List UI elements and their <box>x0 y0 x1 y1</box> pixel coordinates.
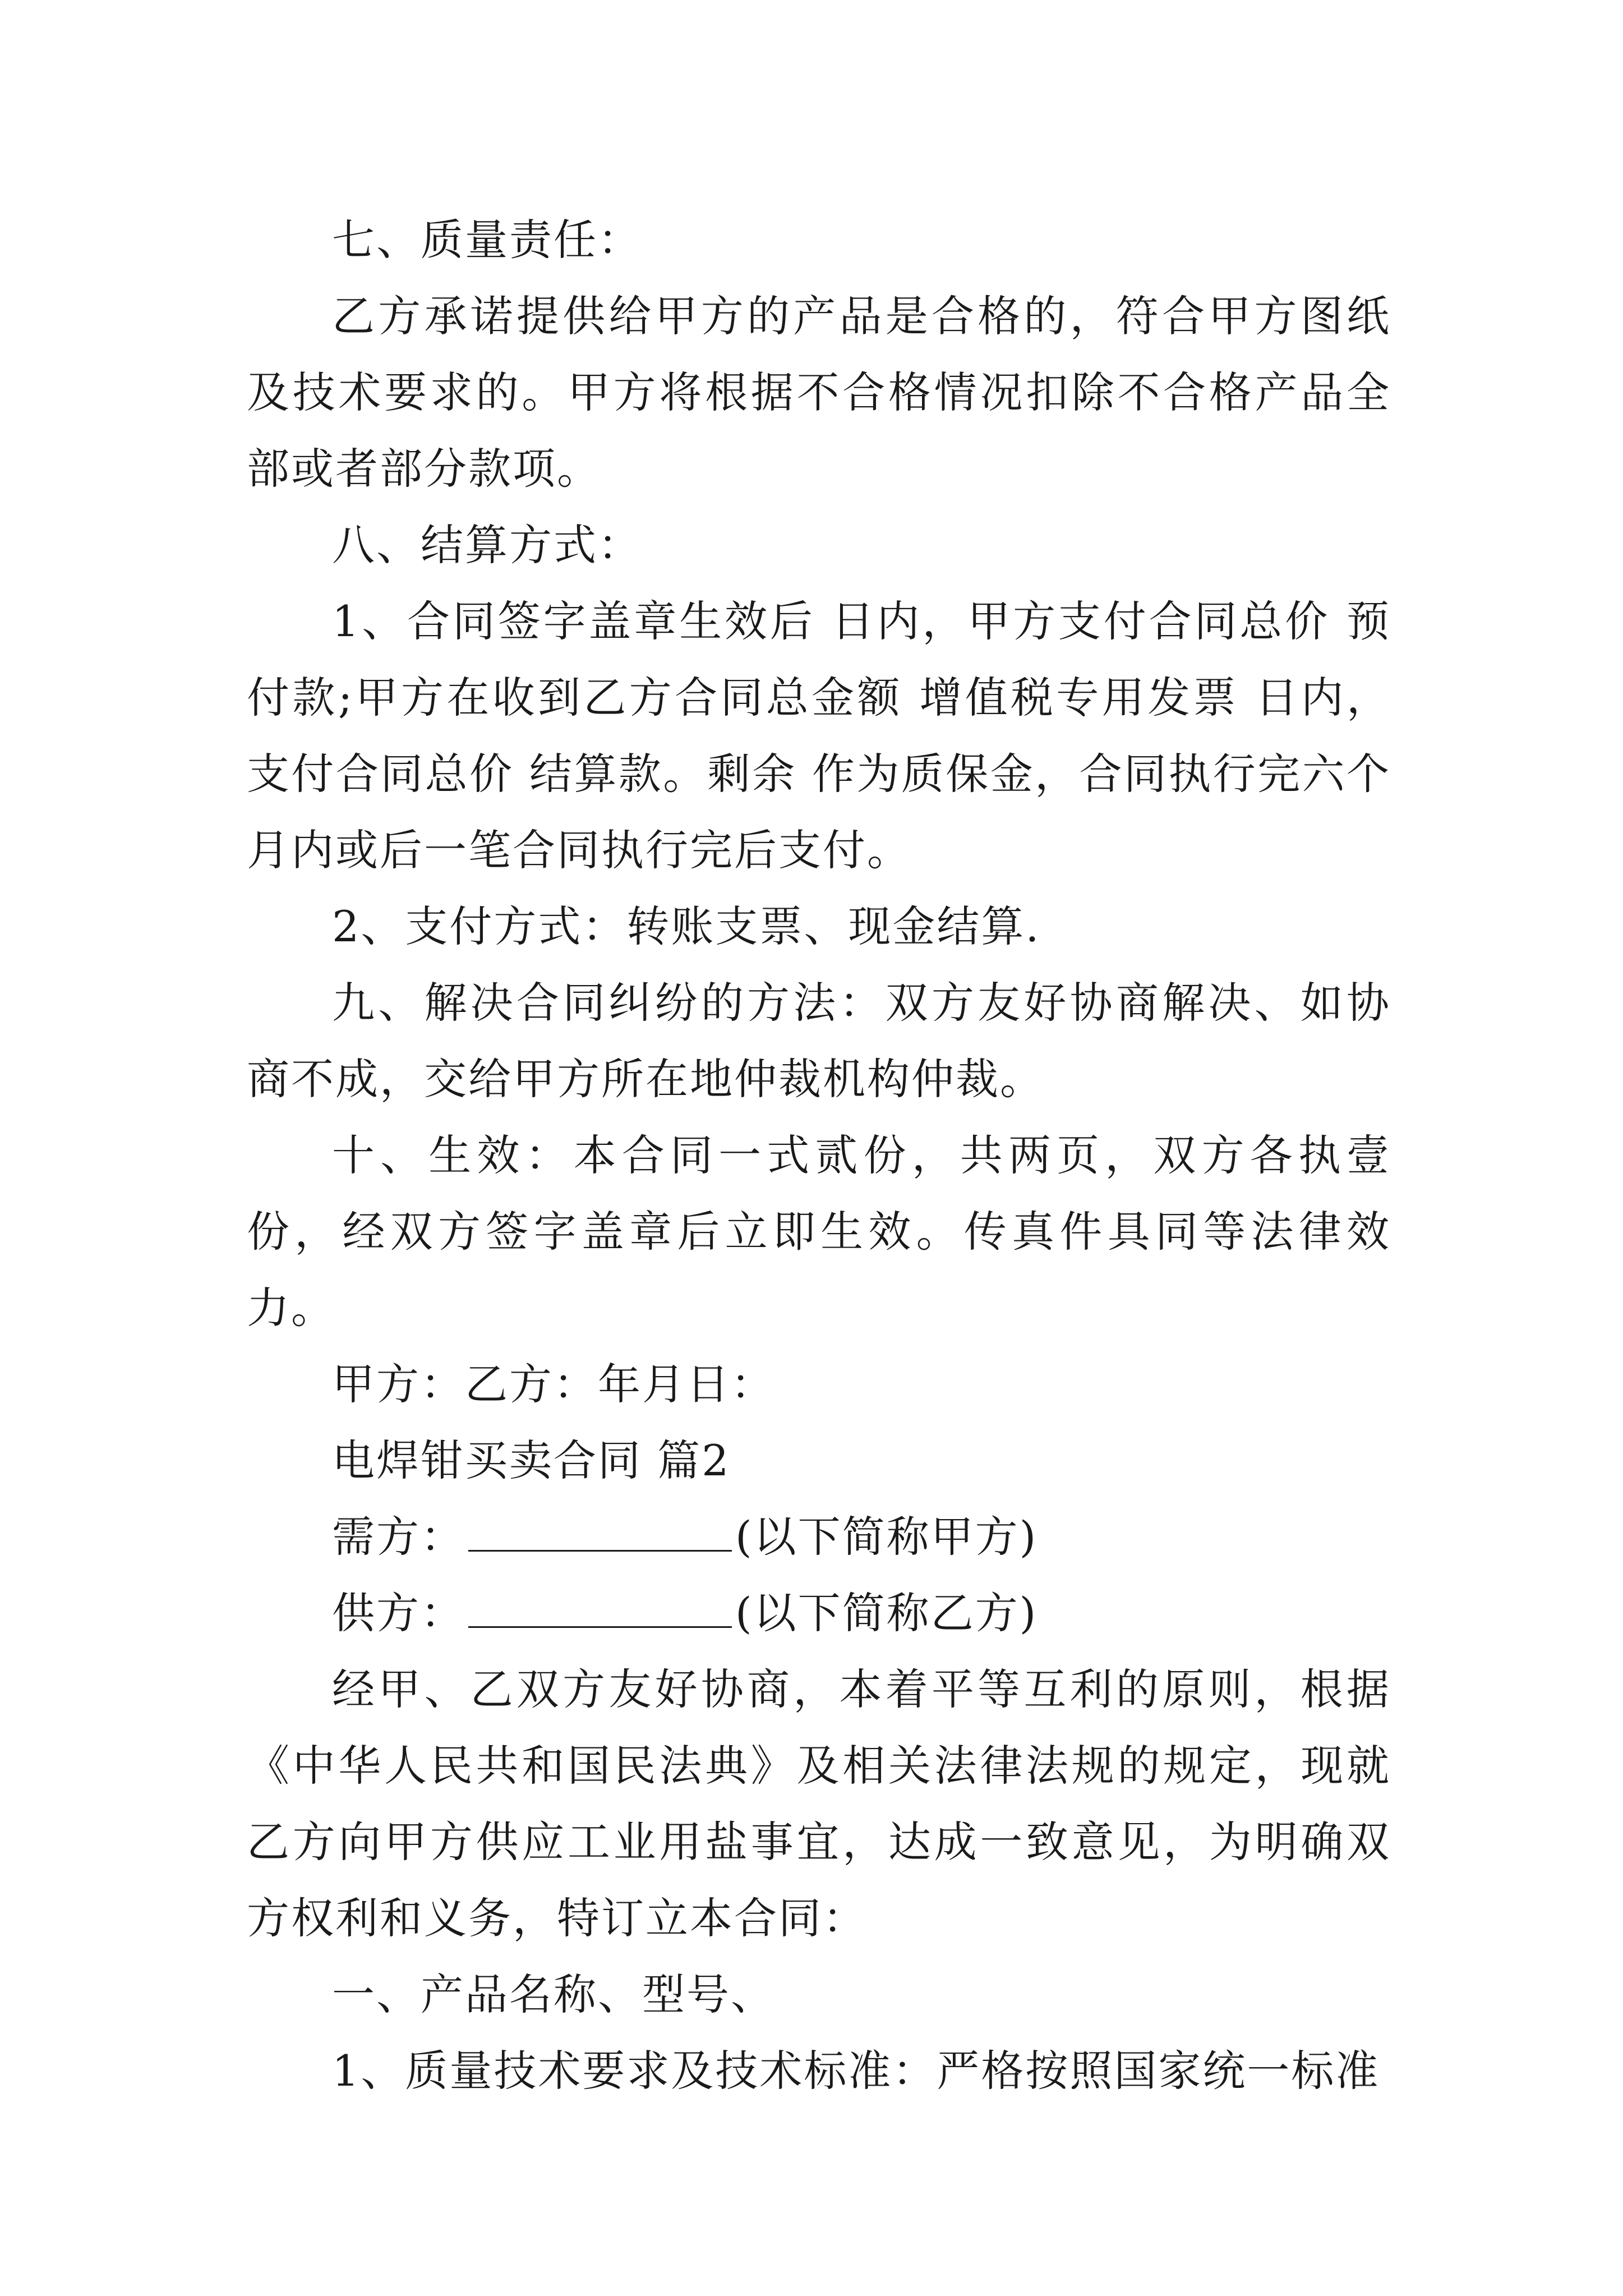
contract-2-section-1-item-1: 1、质量技术要求及技术标准：严格按照国家统一标准 <box>332 2046 1380 2096</box>
buyer-suffix: (以下简称甲方) <box>735 1512 1038 1562</box>
section-8-item-2: 2、支付方式：转账支票、现金结算. <box>332 901 1041 951</box>
contract-2-title: 电焊钳买卖合同 篇2 <box>332 1435 731 1485</box>
signature-line: 甲方：乙方：年月日： <box>332 1359 775 1409</box>
contract-2-intro: 经甲、乙双方友好协商，本着平等互利的原则，根据《中华人民共和国民法典》及相关法律法规的规定，现就乙方向甲方供应工业用盐事宜，达成一致意见，为明确双方权利和义务，特订立本合同： <box>247 1664 1391 1943</box>
section-10-text: 十、生效：本合同一式贰份，共两页，双方各执壹份，经双方签字盖章后立即生效。传真件具同等法律效力。 <box>247 1130 1391 1333</box>
buyer-blank <box>468 1512 732 1552</box>
section-9-text: 九、解决合同纠纷的方法：双方友好协商解决、如协商不成，交给甲方所在地仲裁机构仲裁。 <box>247 978 1391 1104</box>
section-8-item-1: 1、合同签字盖章生效后 日内，甲方支付合同总价 预付款;甲方在收到乙方合同总金额 增值税专用发票 日内，支付合同总价 结算款。剩余 作为质保金，合同执行完六个月内或后一笔合同执行完后支付。 <box>247 596 1391 875</box>
contract-2-section-1-heading: 一、产品名称、型号、 <box>332 1970 775 2019</box>
seller-label: 供方： <box>332 1588 465 1638</box>
seller-suffix: (以下简称乙方) <box>735 1588 1038 1638</box>
buyer-label: 需方： <box>332 1512 465 1562</box>
section-7-heading: 七、质量责任： <box>332 215 642 265</box>
buyer-line <box>247 1499 1391 1575</box>
seller-blank <box>468 1588 732 1628</box>
document-body <box>247 202 1391 2109</box>
section-7-text: 乙方承诺提供给甲方的产品是合格的，符合甲方图纸及技术要求的。甲方将根据不合格情况扣除不合格产品全部或者部分款项。 <box>247 291 1391 494</box>
section-8-heading: 八、结算方式： <box>332 520 642 570</box>
seller-line <box>247 1575 1391 1651</box>
